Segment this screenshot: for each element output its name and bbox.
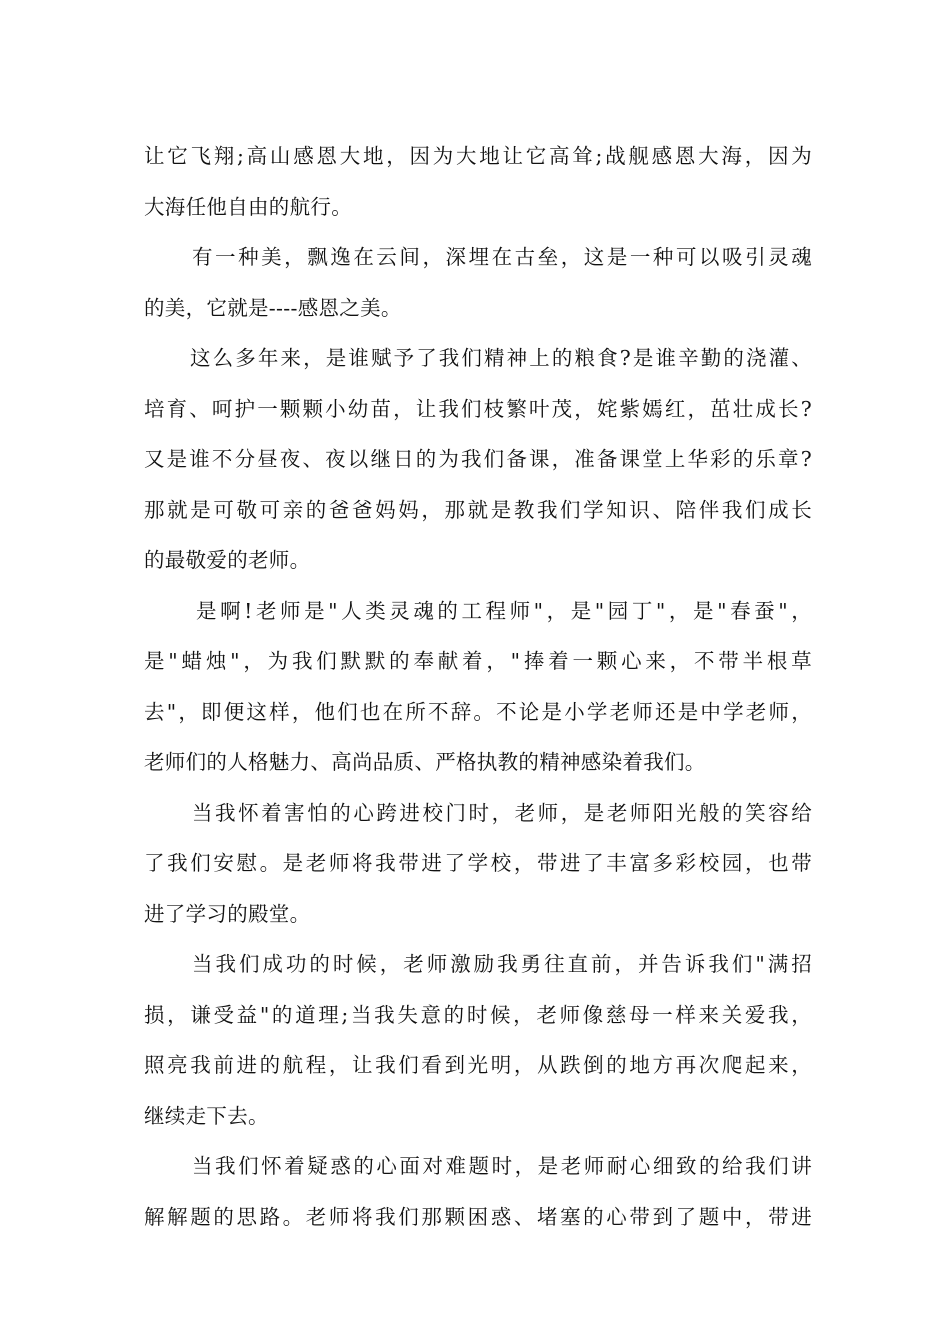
text-line: 老师们的人格魅力、高尚品质、严格执教的精神感染着我们。 [144, 750, 706, 774]
text-line: 大海任他自由的航行。 [144, 194, 352, 219]
text-line: 损，谦受益"的道理;当我失意的时候，老师像慈母一样来关爱我， [144, 1002, 812, 1027]
text-line: 是啊!老师是"人类灵魂的工程师"，是"园丁"，是"春蚕"， [196, 598, 812, 623]
text-line: 当我们怀着疑惑的心面对难题时，是老师耐心细致的给我们讲 [192, 1154, 812, 1178]
text-line: 了我们安慰。是老师将我带进了学校，带进了丰富多彩校园，也带 [144, 851, 812, 875]
text-line: 那就是可敬可亲的爸爸妈妈，那就是教我们学知识、陪伴我们成长 [144, 497, 812, 522]
text-line: 培育、呵护一颗颗小幼苗，让我们枝繁叶茂，姹紫嫣红，茁壮成长? [144, 396, 812, 421]
text-line: 当我怀着害怕的心跨进校门时，老师，是老师阳光般的笑容给 [192, 800, 812, 825]
text-line: 照亮我前进的航程，让我们看到光明，从跌倒的地方再次爬起来， [144, 1053, 812, 1077]
text-line: 当我们成功的时候，老师激励我勇往直前，并告诉我们"满招 [192, 952, 812, 976]
text-line: 去"，即便这样，他们也在所不辞。不论是小学老师还是中学老师， [144, 699, 812, 724]
document-body [144, 131, 812, 1242]
text-line: 又是谁不分昼夜、夜以继日的为我们备课，准备课堂上华彩的乐章? [144, 447, 812, 471]
text-line: 解解题的思路。老师将我们那颗困惑、堵塞的心带到了题中，带进 [144, 1204, 812, 1229]
text-line: 这么多年来，是谁赋予了我们精神上的粮食?是谁辛勤的浇灌、 [190, 346, 812, 370]
text-line: 让它飞翔;高山感恩大地，因为大地让它高耸;战舰感恩大海，因为 [144, 144, 812, 168]
text-line: 有一种美，飘逸在云间，深埋在古垒，这是一种可以吸引灵魂 [192, 245, 812, 269]
text-line: 是"蜡烛"，为我们默默的奉献着，"捧着一颗心来，不带半根草 [144, 649, 812, 673]
text-line: 的最敬爱的老师。 [144, 548, 311, 572]
text-line: 继续走下去。 [144, 1103, 269, 1128]
text-line: 的美，它就是----感恩之美。 [144, 295, 402, 320]
text-line: 进了学习的殿堂。 [144, 901, 311, 926]
